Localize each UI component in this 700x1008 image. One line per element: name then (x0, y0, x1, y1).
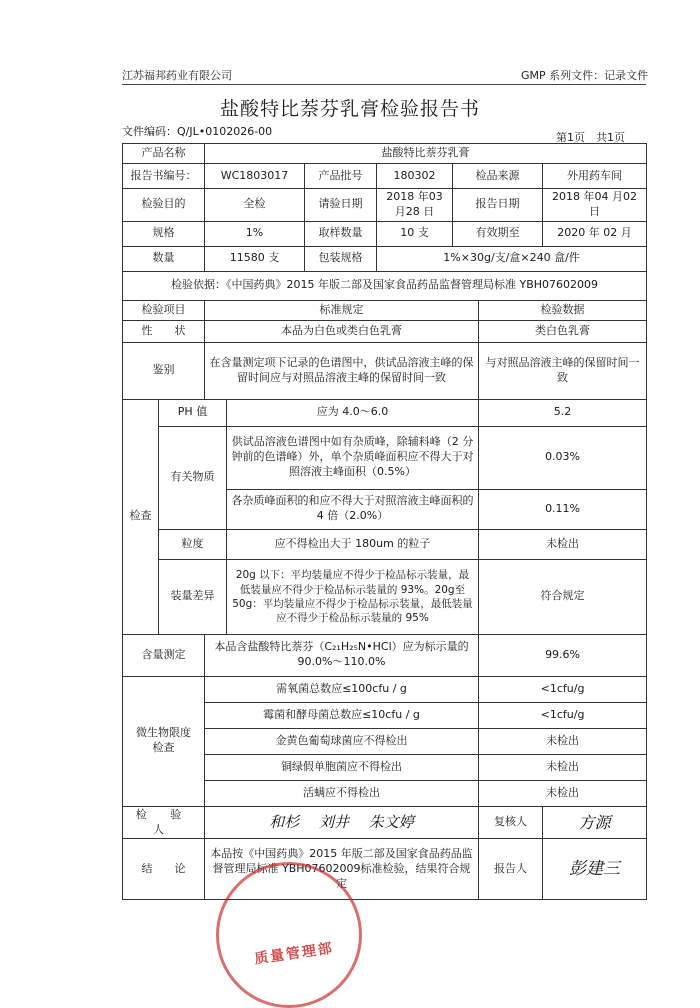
row-column-headers (123, 300, 647, 320)
particle-label: 粒度 (159, 529, 227, 559)
row-purpose (123, 189, 647, 222)
appearance-standard: 本品为白色或类白色乳膏 (205, 320, 479, 342)
inspection-group-label: 检查 (123, 399, 159, 634)
micro-aerobic-standard: 需氧菌总数应≤100cfu / g (205, 676, 479, 702)
related-total-result: 0.11% (479, 489, 647, 529)
source-label: 检品来源 (453, 164, 543, 189)
micro-yeast-result: <1cfu/g (479, 702, 647, 728)
company-name: 江苏福邦药业有限公司 (122, 69, 232, 82)
micro-staph-standard: 金黄色葡萄球菌应不得检出 (205, 728, 479, 754)
reviewer-label: 复核人 (479, 806, 543, 839)
microbial-label-line1: 微生物限度 (136, 726, 191, 740)
assay-result: 99.6% (479, 634, 647, 676)
sample-qty-value: 10 支 (377, 221, 453, 246)
row-conclusion (123, 839, 647, 900)
report-no-value: WC1803017 (205, 164, 305, 189)
related-total-standard: 各杂质峰面积的和应不得大于对照溶液主峰面积的 4 倍（2.0%） (227, 489, 479, 529)
product-name-label: 产品名称 (123, 144, 205, 164)
row-spec (123, 221, 647, 246)
header-divider (122, 84, 646, 85)
reporter-label: 报告人 (479, 839, 543, 900)
expiry-value: 2020 年 02 月 (543, 221, 647, 246)
package-value: 1%×30g/支/盒×240 盒/件 (377, 246, 647, 271)
product-name-value: 盐酸特比萘芬乳膏 (205, 144, 647, 164)
identification-label: 鉴别 (123, 342, 205, 399)
document-code: 文件编码：Q/JL•0102026-00 (122, 125, 273, 138)
row-micro-aerobic (123, 676, 647, 702)
micro-aerobic-result: <1cfu/g (479, 676, 647, 702)
row-basis (123, 271, 647, 300)
micro-mites-result: 未检出 (479, 780, 647, 806)
micro-staph-result: 未检出 (479, 728, 647, 754)
micro-yeast-standard: 霉菌和酵母菌总数应≤10cfu / g (205, 702, 479, 728)
row-particle-size (123, 529, 647, 559)
col-header-item: 检验项目 (123, 300, 205, 320)
file-series: GMP 系列文件：记录文件 (521, 69, 649, 82)
batch-label: 产品批号 (305, 164, 377, 189)
page-info: 第1页 共1页 (556, 131, 625, 144)
inspection-report-table (122, 143, 647, 900)
quantity-value: 11580 支 (205, 246, 305, 271)
row-assay (123, 634, 647, 676)
ph-standard: 应为 4.0～6.0 (227, 399, 479, 426)
request-date-value: 2018 年03 月28 日 (377, 189, 453, 222)
conclusion-text: 本品按《中国药典》2015 年版二部及国家食品药品监督管理局标准 YBH07602009标准检验，结果符合规定 (205, 839, 479, 900)
purpose-value: 全检 (205, 189, 305, 222)
quality-dept-seal (216, 862, 362, 1008)
micro-pseudomonas-standard: 铜绿假单胞菌应不得检出 (205, 754, 479, 780)
quantity-label: 数量 (123, 246, 205, 271)
row-ph (123, 399, 647, 426)
microbial-limit-label (123, 676, 205, 806)
request-date-label: 请验日期 (305, 189, 377, 222)
report-title: 盐酸特比萘芬乳膏检验报告书 (219, 98, 480, 120)
col-header-standard: 标准规定 (205, 300, 479, 320)
spec-label: 规格 (123, 221, 205, 246)
row-product-name (123, 144, 647, 164)
row-report-number (123, 164, 647, 189)
spec-value: 1% (205, 221, 305, 246)
identification-standard: 在含量测定项下记录的色谱图中，供试品溶液主峰的保留时间应与对照品溶液主峰的保留时间一致 (205, 342, 479, 399)
purpose-label: 检验目的 (123, 189, 205, 222)
micro-mites-standard: 活螨应不得检出 (205, 780, 479, 806)
row-appearance (123, 320, 647, 342)
assay-label: 含量测定 (123, 634, 205, 676)
reporter-signature: 彭建三 (543, 839, 647, 900)
seal-text: 质量管理部 (253, 940, 335, 968)
fill-variation-standard: 20g 以下：平均装量应不得少于检品标示装量，最低装量应不得少于检品标示装量的 93%。20g至 50g：平均装量应不得少于检品标示装量，最低装量应不得少于检品标示装量的 95% (227, 559, 479, 634)
expiry-label: 有效期至 (453, 221, 543, 246)
assay-standard: 本品含盐酸特比萘芬（C₂₁H₂₅N•HCl）应为标示量的 90.0%～110.0% (205, 634, 479, 676)
ph-result: 5.2 (479, 399, 647, 426)
related-substances-label: 有关物质 (159, 426, 227, 529)
ph-label: PH 值 (159, 399, 227, 426)
row-inspector (123, 806, 647, 839)
col-header-result: 检验数据 (479, 300, 647, 320)
related-single-result: 0.03% (479, 426, 647, 489)
related-single-standard: 供试品溶液色谱图中如有杂质峰，除辅料峰（2 分钟前的色谱峰）外，单个杂质峰面积应不得大于对照溶液主峰面积（0.5%） (227, 426, 479, 489)
appearance-result: 类白色乳膏 (479, 320, 647, 342)
row-related-substances-single (123, 426, 647, 489)
conclusion-label: 结 论 (123, 839, 205, 900)
row-quantity (123, 246, 647, 271)
particle-result: 未检出 (479, 529, 647, 559)
fill-variation-result: 符合规定 (479, 559, 647, 634)
report-date-label: 报告日期 (453, 189, 543, 222)
source-value: 外用药车间 (543, 164, 647, 189)
inspector-signatures: 和杉 刘井 朱文婷 (205, 806, 479, 839)
report-date-value: 2018 年04 月02 日 (543, 189, 647, 222)
microbial-label-line2: 检查 (152, 741, 175, 755)
fill-variation-label: 装量差异 (159, 559, 227, 634)
package-label: 包装规格 (305, 246, 377, 271)
appearance-label: 性 状 (123, 320, 205, 342)
row-identification (123, 342, 647, 399)
row-fill-variation (123, 559, 647, 634)
micro-pseudomonas-result: 未检出 (479, 754, 647, 780)
report-no-label: 报告书编号： (123, 164, 205, 189)
particle-standard: 应不得检出大于 180um 的粒子 (227, 529, 479, 559)
inspector-label: 检 验 人 (123, 806, 205, 839)
identification-result: 与对照品溶液主峰的保留时间一致 (479, 342, 647, 399)
batch-value: 180302 (377, 164, 453, 189)
reviewer-signature: 方源 (543, 806, 647, 839)
sample-qty-label: 取样数量 (305, 221, 377, 246)
inspection-basis: 检验依据：《中国药典》2015 年版二部及国家食品药品监督管理局标准 YBH07602009 (123, 271, 647, 300)
